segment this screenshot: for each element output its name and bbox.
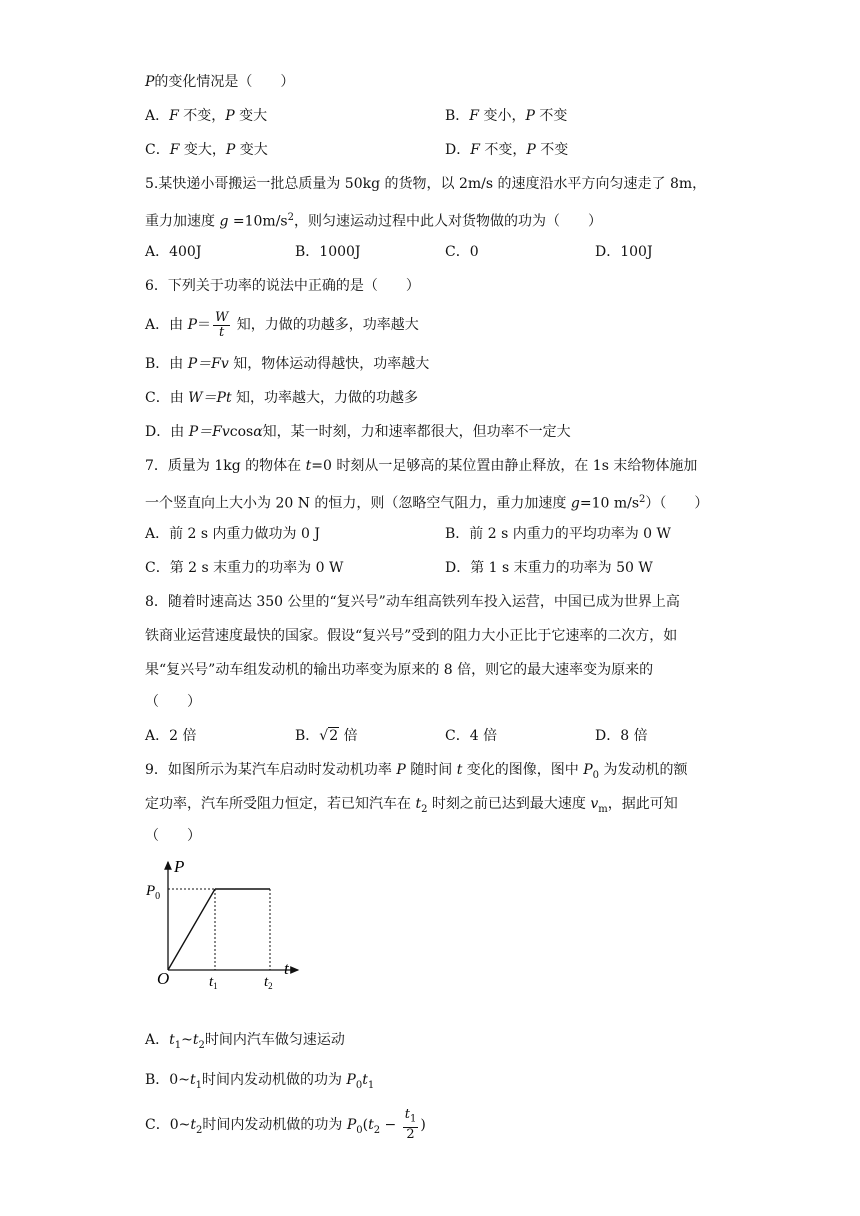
q9-option-a: A．$t_1\sim t_2$时间内汽车做匀速运动 (145, 1032, 345, 1051)
x-axis-label: t (284, 959, 289, 978)
q6-option-b: B．由 P＝Fv 知，物体运动得越快，功率越大 (145, 356, 430, 372)
t1-label: $t_1$ (209, 974, 218, 990)
q9-stem-line2: 定功率，汽车所受阻力恒定，若已知汽车在 $t_2$ 时刻之前已达到最大速度 $v_m$，据此可知 (145, 796, 678, 815)
q5-stem-line1: 5.某快递小哥搬运一批总质量为 50kg 的货物，以 2m/s 的速度沿水平方向匀速走了 8m， (145, 176, 707, 192)
option-c: C．F 变大，P 变大 (145, 142, 268, 158)
option-a: A．F 不变，P 变大 (145, 108, 268, 124)
q8-stem-line3: 果“复兴号”动车组发动机的输出功率变为原来的 8 倍，则它的最大速率变为原来的 (145, 662, 654, 678)
ramp-line (168, 889, 215, 970)
q5-stem-line2: 重力加速度 $g =10m/s^2$，则匀速运动过程中此人对货物做的功为（ ） (145, 212, 602, 230)
sqrt-symbol: √2 (319, 728, 339, 744)
q6-stem: 6．下列关于功率的说法中正确的是（ ） (145, 278, 420, 294)
q7-option-d: D．第 1 s 末重力的功率为 50 W (445, 560, 653, 576)
q8-stem-line4: （ ） (145, 694, 201, 710)
q8-option-c: C．4 倍 (445, 728, 498, 744)
q5-option-b: B．1000J (295, 244, 361, 260)
q6-option-c: C．由 W＝Pt 知，功率越大，力做的功越多 (145, 390, 419, 406)
p0-label: $P_0$ (146, 883, 161, 902)
q6-option-a: A．由 P＝ $\frac{W}{t}$ 知，力做的功越多，功率越大 (145, 309, 419, 340)
q8-stem-line1: 8．随着时速高达 350 公里的“复兴号”动车组高铁列车投入运营，中国已成为世界上高 (145, 594, 680, 610)
y-axis-label: P (174, 857, 185, 876)
q8-option-d: D．8 倍 (595, 728, 648, 744)
q5-option-a: A．400J (145, 244, 202, 260)
q7-option-b: B．前 2 s 内重力的平均功率为 0 W (445, 526, 671, 542)
option-b: B．F 变小，P 不变 (445, 108, 568, 124)
question-stem-tail: P的变化情况是（ ） (145, 74, 295, 90)
q7-stem-line2: 一个竖直向上大小为 20 N 的恒力，则（忽略空气阻力，重力加速度 g=10 $m/s^2$）（ ） (145, 494, 709, 512)
q7-option-a: A．前 2 s 内重力做功为 0 J (145, 526, 320, 542)
q9-stem-line1: 9．如图所示为某汽车启动时发动机功率 P 随时间 t 变化的图像，图中 $P_0$ 为发动机的额 (145, 762, 688, 781)
option-d: D．F 不变，P 不变 (445, 142, 569, 158)
q8-option-a: A．2 倍 (145, 728, 197, 744)
q5-option-d: D．100J (595, 244, 653, 260)
q7-option-c: C．第 2 s 末重力的功率为 0 W (145, 560, 344, 576)
power-time-graph (140, 850, 310, 990)
q5-option-c: C．0 (445, 244, 479, 260)
t2-label: $t_2$ (264, 974, 273, 990)
q9-stem-line3: （ ） (145, 828, 201, 844)
q7-stem-line1: 7．质量为 1kg 的物体在 t=0 时刻从一足够高的某位置由静止释放，在 1s 末给物体施加 (145, 458, 698, 474)
fraction-t1-over-2: $\frac{t_1}{2}$ (404, 1107, 417, 1142)
q9-option-b: B．$0\sim t_1$时间内发动机做的功为 $P_0t_1$ (145, 1072, 375, 1091)
origin-label: O (157, 969, 170, 988)
q8-option-b: B．√2 倍 (295, 728, 358, 744)
q6-option-d: D．由 P＝Fvcosα知，某一时刻，力和速率都很大，但功率不一定大 (145, 424, 571, 440)
fraction-w-over-t: $\frac{W}{t}$ (214, 309, 229, 340)
q9-option-c: C．$0\sim t_2$时间内发动机做的功为 $P_0(t_2$ − $\frac{t_1}{2}$ ) (145, 1107, 426, 1142)
q8-stem-line2: 铁商业运营速度最快的国家。假设“复兴号”受到的阻力大小正比于它速率的二次方，如 (145, 628, 678, 644)
